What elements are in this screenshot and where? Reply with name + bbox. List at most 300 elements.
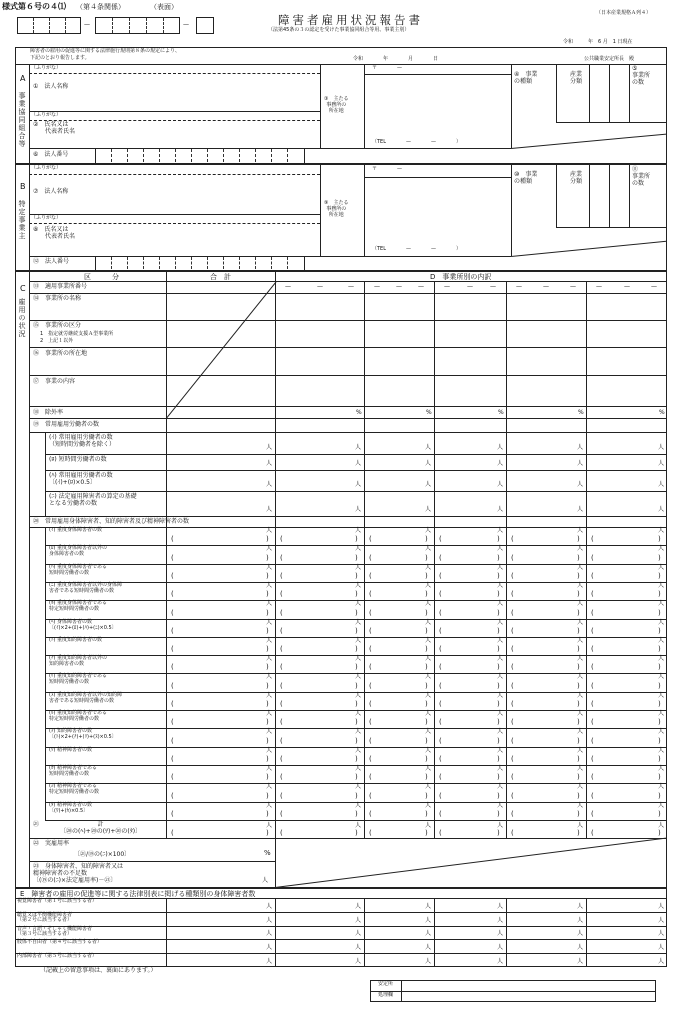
disabled-workers-unit: 人 <box>577 527 584 534</box>
paren-close: ) <box>658 737 661 745</box>
paren-open: ( <box>171 755 174 763</box>
paren-open: ( <box>280 737 283 745</box>
paren-open: ( <box>591 682 594 690</box>
paren-close: ) <box>425 755 428 763</box>
disabled-workers-unit: 人 <box>266 692 273 699</box>
section-e-unit: 人 <box>266 903 273 910</box>
a-furigana-2: （ふりがな） <box>31 112 62 118</box>
paren-close: ) <box>658 572 661 580</box>
section-c-label: 雇用の状況 <box>18 298 27 338</box>
regular-workers-unit: 人 <box>497 460 504 467</box>
office-number-dash: — <box>596 283 602 290</box>
row-divider <box>45 454 667 455</box>
paren-open: ( <box>439 572 442 580</box>
paren-close: ) <box>266 737 269 745</box>
paren-open: ( <box>369 700 372 708</box>
paren-open: ( <box>280 829 283 837</box>
paren-close: ) <box>355 737 358 745</box>
disabled-workers-unit: 人 <box>266 747 273 754</box>
disabled-workers-unit: 人 <box>577 765 584 772</box>
form-article: （第４条関係） <box>76 3 125 11</box>
paren-close: ) <box>658 645 661 653</box>
paren-open: ( <box>369 718 372 726</box>
paren-close: ) <box>425 590 428 598</box>
paren-close: ) <box>425 718 428 726</box>
regular-workers-unit: 人 <box>577 481 584 488</box>
paren-close: ) <box>266 792 269 800</box>
regular-workers-item-label: (ﾊ) 常用雇用労働者の数 〔(ｲ)+(ﾛ)×0.5〕 <box>49 472 113 486</box>
paren-close: ) <box>355 718 358 726</box>
paren-close: ) <box>355 554 358 562</box>
section-a-letter: A <box>20 74 26 83</box>
paren-close: ) <box>425 700 428 708</box>
paren-close: ) <box>355 810 358 818</box>
paren-open: ( <box>511 572 514 580</box>
paren-close: ) <box>266 609 269 617</box>
disabled-workers-unit: 人 <box>658 802 665 809</box>
paren-close: ) <box>266 773 269 781</box>
disabled-workers-unit: 人 <box>658 564 665 571</box>
paren-open: ( <box>511 773 514 781</box>
paren-open: ( <box>591 755 594 763</box>
paren-close: ) <box>425 792 428 800</box>
disabled-workers-unit: 人 <box>497 582 504 589</box>
office-number-dash: — <box>467 283 473 290</box>
paren-close: ) <box>425 572 428 580</box>
disabled-workers-unit: 人 <box>425 582 432 589</box>
disabled-workers-item-label: (ﾇ) 重度知的障害者以外の知的障 害者である短時間労働者の数 <box>49 692 122 704</box>
disabled-workers-unit: 人 <box>577 673 584 680</box>
regular-workers-item-label: (ﾛ) 短時間労働者の数 <box>49 456 107 463</box>
paren-open: ( <box>369 554 372 562</box>
paren-open: ( <box>591 535 594 543</box>
paren-close: ) <box>266 755 269 763</box>
disabled-workers-item-label: (ﾎ) 重度身体障害者である 特定短時間労働者の数 <box>49 600 107 612</box>
paren-close: ) <box>577 682 580 690</box>
paren-close: ) <box>497 663 500 671</box>
office-number-dash: — <box>374 283 380 290</box>
paren-close: ) <box>497 829 500 837</box>
b-postal[interactable]: 〒 — <box>372 166 403 172</box>
row-office-type-label: ⑮ 事業所の区分 <box>33 322 82 329</box>
paren-close: ) <box>497 792 500 800</box>
disabled-workers-unit: 人 <box>577 728 584 735</box>
paren-open: ( <box>511 792 514 800</box>
paren-close: ) <box>577 810 580 818</box>
a-rep-name-label: ② 氏名又は 代表者氏名 <box>33 121 76 135</box>
paren-open: ( <box>369 609 372 617</box>
section-e-unit: 人 <box>355 903 362 910</box>
disabled-workers-item-label: (ﾜ) 精神障害者の数 <box>49 747 92 753</box>
disabled-workers-unit: 人 <box>355 802 362 809</box>
regular-workers-unit: 人 <box>658 506 665 513</box>
a-corp-name-label: ① 法人名称 <box>33 83 69 90</box>
paren-close: ) <box>266 627 269 635</box>
b-offices-count-label: ⑪ 事業所 の数 <box>632 166 651 187</box>
paren-close: ) <box>266 718 269 726</box>
disabled-workers-unit: 人 <box>497 655 504 662</box>
a-tel[interactable]: （TEL — — ） <box>372 139 462 145</box>
paren-open: ( <box>591 700 594 708</box>
disabled-workers-unit: 人 <box>658 545 665 552</box>
regular-workers-unit: 人 <box>425 481 432 488</box>
paren-open: ( <box>171 682 174 690</box>
disabled-workers-unit: 人 <box>266 564 273 571</box>
regular-workers-unit: 人 <box>266 444 273 451</box>
office-number-dash: — <box>490 283 496 290</box>
disabled-workers-unit: 人 <box>658 673 665 680</box>
section-e-row-label: 視覚障害者（第１号に該当する者） <box>17 898 98 904</box>
paren-open: ( <box>171 700 174 708</box>
disabled-workers-unit: 人 <box>497 728 504 735</box>
paren-close: ) <box>497 737 500 745</box>
paren-close: ) <box>577 773 580 781</box>
row-business-label: ⑰ 事業の内容 <box>33 378 76 385</box>
paren-close: ) <box>658 700 661 708</box>
paren-open: ( <box>171 590 174 598</box>
paren-open: ( <box>280 700 283 708</box>
total-unit: 人 <box>497 822 504 829</box>
paren-open: ( <box>369 810 372 818</box>
footer-note: （記載上の留意事項は、裏面にあります。） <box>40 967 157 974</box>
disabled-workers-unit: 人 <box>266 545 273 552</box>
a-industry-label: ④ 事業 の種類 <box>514 71 538 85</box>
paren-close: ) <box>497 700 500 708</box>
paren-open: ( <box>171 810 174 818</box>
paren-close: ) <box>577 627 580 635</box>
disabled-workers-unit: 人 <box>266 655 273 662</box>
paren-open: ( <box>591 737 594 745</box>
col-header-total: 合 計 <box>210 273 231 281</box>
paren-open: ( <box>591 590 594 598</box>
disabled-workers-unit: 人 <box>497 765 504 772</box>
row-shortage-label: ㉓ 身体障害者、知的障害者又は 精神障害者の不足数 〔(⑲の(ﾆ)×法定雇用率)－㉑〕 <box>33 863 124 884</box>
office-number-dash: — <box>396 283 402 290</box>
b-furigana-2: （ふりがな） <box>31 215 62 221</box>
disabled-workers-unit: 人 <box>355 728 362 735</box>
disabled-workers-unit: 人 <box>577 564 584 571</box>
section-e-unit: 人 <box>658 917 665 924</box>
disabled-workers-unit: 人 <box>658 765 665 772</box>
paren-open: ( <box>439 700 442 708</box>
paren-open: ( <box>369 792 372 800</box>
paren-open: ( <box>511 590 514 598</box>
paren-open: ( <box>511 810 514 818</box>
paren-close: ) <box>355 572 358 580</box>
regular-workers-unit: 人 <box>497 481 504 488</box>
paren-open: ( <box>280 755 283 763</box>
paren-open: ( <box>439 609 442 617</box>
paren-open: ( <box>439 792 442 800</box>
regular-workers-unit: 人 <box>425 444 432 451</box>
paren-open: ( <box>369 829 372 837</box>
b-industry-label: ⑩ 事業 の種類 <box>514 171 538 185</box>
paren-close: ) <box>355 755 358 763</box>
disabled-workers-unit: 人 <box>577 783 584 790</box>
disabled-workers-unit: 人 <box>355 710 362 717</box>
paren-close: ) <box>577 737 580 745</box>
disabled-workers-unit: 人 <box>425 564 432 571</box>
paren-close: ) <box>577 663 580 671</box>
row-total-label: 計 〔⑳の(ﾍ)+⑳の(ｦ)+⑳の(ﾀ)〕 <box>60 821 142 835</box>
disabled-workers-unit: 人 <box>355 747 362 754</box>
paren-close: ) <box>497 755 500 763</box>
report-as-of-date[interactable]: 令和 年 6 月 1 日現在 <box>563 39 633 45</box>
paren-close: ) <box>658 663 661 671</box>
paren-open: ( <box>439 755 442 763</box>
paren-close: ) <box>355 590 358 598</box>
disabled-workers-unit: 人 <box>266 619 273 626</box>
paren-open: ( <box>439 718 442 726</box>
a-offices-count-label: ⑤ 事業所 の数 <box>632 65 651 86</box>
paren-open: ( <box>280 682 283 690</box>
paren-open: ( <box>369 535 372 543</box>
paren-close: ) <box>355 829 358 837</box>
section-e-unit: 人 <box>355 930 362 937</box>
disabled-workers-unit: 人 <box>266 728 273 735</box>
disabled-workers-unit: 人 <box>355 545 362 552</box>
row-regular-workers-label: ⑲ 常用雇用労働者の数 <box>33 421 100 428</box>
paren-close: ) <box>497 810 500 818</box>
section-b-label: 特定事業主 <box>18 200 27 240</box>
paren-open: ( <box>171 554 174 562</box>
paren-close: ) <box>658 535 661 543</box>
paren-close: ) <box>425 554 428 562</box>
row-divider <box>45 820 667 821</box>
paren-open: ( <box>439 682 442 690</box>
section-e-unit: 人 <box>425 903 432 910</box>
paren-open: ( <box>591 718 594 726</box>
exclusion-rate-percent: % <box>659 409 665 416</box>
disabled-workers-unit: 人 <box>425 765 432 772</box>
paren-open: ( <box>591 773 594 781</box>
paren-close: ) <box>266 829 269 837</box>
paren-open: ( <box>591 627 594 635</box>
regular-workers-unit: 人 <box>355 481 362 488</box>
paren-open: ( <box>280 572 283 580</box>
section-e-row-label: 肢体不自由者（第４号に該当する者） <box>17 939 103 945</box>
disabled-workers-unit: 人 <box>425 802 432 809</box>
paren-close: ) <box>577 700 580 708</box>
disabled-workers-unit: 人 <box>425 545 432 552</box>
regular-workers-unit: 人 <box>577 506 584 513</box>
disabled-workers-unit: 人 <box>355 655 362 662</box>
paren-open: ( <box>439 554 442 562</box>
disabled-workers-unit: 人 <box>497 673 504 680</box>
disabled-workers-unit: 人 <box>425 637 432 644</box>
row-office-type-option-1[interactable]: 1 指定就労継続支援Ａ型事業所 <box>40 331 114 337</box>
disabled-workers-unit: 人 <box>497 545 504 552</box>
form-title: 障害者雇用状況報告書 <box>278 13 423 27</box>
paren-close: ) <box>658 773 661 781</box>
section-e-unit: 人 <box>425 930 432 937</box>
disabled-workers-item-label: (ﾆ) 重度身体障害者以外の身体障 害者である短時間労働者の数 <box>49 582 122 594</box>
paren-close: ) <box>577 718 580 726</box>
regular-workers-unit: 人 <box>658 481 665 488</box>
paren-close: ) <box>577 572 580 580</box>
disabled-workers-unit: 人 <box>658 710 665 717</box>
regular-workers-unit: 人 <box>266 460 273 467</box>
paren-close: ) <box>658 609 661 617</box>
paren-close: ) <box>497 572 500 580</box>
paren-close: ) <box>425 627 428 635</box>
shortage-unit: 人 <box>262 877 269 884</box>
paren-open: ( <box>511 737 514 745</box>
paren-open: ( <box>369 663 372 671</box>
paren-open: ( <box>591 810 594 818</box>
disabled-workers-unit: 人 <box>266 527 273 534</box>
b-address-label: ⑨ 主たる 事務所の 所在地 <box>324 200 349 218</box>
paren-close: ) <box>425 645 428 653</box>
disabled-workers-unit: 人 <box>355 765 362 772</box>
disabled-workers-unit: 人 <box>497 600 504 607</box>
paren-open: ( <box>591 554 594 562</box>
paren-open: ( <box>369 755 372 763</box>
regular-workers-unit: 人 <box>355 444 362 451</box>
form-side: （表面） <box>150 3 178 11</box>
regular-workers-unit: 人 <box>425 460 432 467</box>
section-e-unit: 人 <box>497 958 504 965</box>
paren-open: ( <box>439 663 442 671</box>
paren-open: ( <box>439 737 442 745</box>
disabled-workers-unit: 人 <box>425 600 432 607</box>
office-number-dash: — <box>543 283 549 290</box>
disabled-workers-item-label: (ﾖ) 精神障害者である 特定短時間労働者の数 <box>49 783 100 795</box>
paren-open: ( <box>591 829 594 837</box>
paren-open: ( <box>171 609 174 617</box>
paren-open: ( <box>171 737 174 745</box>
paren-close: ) <box>658 718 661 726</box>
paren-open: ( <box>280 645 283 653</box>
paren-open: ( <box>171 773 174 781</box>
regular-workers-unit: 人 <box>658 460 665 467</box>
disabled-workers-unit: 人 <box>497 619 504 626</box>
disabled-workers-unit: 人 <box>425 710 432 717</box>
disabled-workers-unit: 人 <box>266 765 273 772</box>
disabled-workers-unit: 人 <box>266 710 273 717</box>
disabled-workers-unit: 人 <box>658 619 665 626</box>
section-e-unit: 人 <box>497 917 504 924</box>
paren-close: ) <box>658 810 661 818</box>
paren-close: ) <box>425 682 428 690</box>
disabled-workers-unit: 人 <box>577 710 584 717</box>
paren-close: ) <box>355 627 358 635</box>
disabled-workers-unit: 人 <box>577 802 584 809</box>
paren-open: ( <box>369 682 372 690</box>
regular-workers-item-label: (ﾆ) 法定雇用障害者の算定の基礎 となる労働者の数 <box>49 493 137 507</box>
office-number-dash: — <box>570 283 576 290</box>
disabled-workers-unit: 人 <box>425 692 432 699</box>
paren-open: ( <box>511 829 514 837</box>
disabled-workers-unit: 人 <box>497 802 504 809</box>
b-rep-name-label: ⑧ 氏名又は 代表者氏名 <box>33 226 76 240</box>
section-e-row-label: 内部障害者（第５号に該当する者） <box>17 953 98 959</box>
paren-close: ) <box>497 773 500 781</box>
office-number-dash: — <box>444 283 450 290</box>
a-address-label: ③ 主たる 事務所の 所在地 <box>324 96 349 114</box>
paren-close: ) <box>577 645 580 653</box>
submission-date[interactable]: 令和 年 月 日 <box>353 56 439 62</box>
paren-close: ) <box>577 755 580 763</box>
office-number-dash: — <box>651 283 657 290</box>
row-actual-rate-formula: 〔㉑/⑲の(ﾆ)×100〕 <box>74 851 131 858</box>
paren-close: ) <box>658 755 661 763</box>
disabled-workers-unit: 人 <box>425 673 432 680</box>
paren-close: ) <box>355 609 358 617</box>
regular-workers-unit: 人 <box>658 444 665 451</box>
paren-close: ) <box>577 829 580 837</box>
disabled-workers-unit: 人 <box>497 527 504 534</box>
paren-open: ( <box>591 663 594 671</box>
paren-open: ( <box>171 829 174 837</box>
row-office-name-label: ⑭ 事業所の名称 <box>33 295 82 302</box>
row-office-type-option-2[interactable]: 2 上記１以外 <box>40 338 74 344</box>
row-office-address-label: ⑯ 事業所の所在地 <box>33 350 88 357</box>
paren-open: ( <box>171 572 174 580</box>
disabled-workers-item-label: (ﾁ) 重度知的障害者以外の 知的障害者の数 <box>49 655 107 667</box>
form-subtitle: （法第45条の３の認定を受けた事業協同組合等用、事業主別） <box>268 27 410 33</box>
exclusion-rate-percent: % <box>578 409 584 416</box>
paren-close: ) <box>425 535 428 543</box>
disabled-workers-unit: 人 <box>497 637 504 644</box>
disabled-workers-unit: 人 <box>497 564 504 571</box>
disabled-workers-unit: 人 <box>577 637 584 644</box>
paren-open: ( <box>171 535 174 543</box>
paren-open: ( <box>280 663 283 671</box>
actual-rate-percent: % <box>264 849 271 857</box>
total-unit: 人 <box>266 822 273 829</box>
row-exclusion-rate-label: ⑱ 除外率 <box>33 409 64 416</box>
col-header-kubun: 区 分 <box>84 273 119 281</box>
paren-close: ) <box>425 609 428 617</box>
paren-open: ( <box>369 773 372 781</box>
row-actual-rate-label: ㉒ 実雇用率 <box>33 840 70 847</box>
section-e-unit: 人 <box>577 944 584 951</box>
paren-close: ) <box>425 829 428 837</box>
disabled-workers-unit: 人 <box>497 692 504 699</box>
disabled-workers-item-label: (ｶ) 精神障害者である 短時間労働者の数 <box>49 765 97 777</box>
a-postal[interactable]: 〒 — <box>372 65 403 71</box>
b-tel[interactable]: （TEL — — ） <box>372 246 462 252</box>
section-b-letter: B <box>20 182 26 191</box>
disabled-workers-item-label: (ﾍ) 身体障害者の数 〔(ｲ)×2+(ﾛ)+(ﾊ)+(ﾆ)×0.5〕 <box>49 619 117 631</box>
col-header-d: D 事業所別の内訳 <box>430 273 492 281</box>
disabled-workers-unit: 人 <box>266 637 273 644</box>
section-e-unit: 人 <box>577 917 584 924</box>
disabled-workers-item-label: (ｲ) 重度身体障害者の数 <box>49 527 102 533</box>
paren-open: ( <box>511 645 514 653</box>
paren-open: ( <box>171 718 174 726</box>
section-e-unit: 人 <box>497 903 504 910</box>
paren-open: ( <box>591 572 594 580</box>
intro-text-2: 下記のとおり報告します。 <box>30 55 90 61</box>
regular-workers-unit: 人 <box>266 506 273 513</box>
paren-close: ) <box>266 590 269 598</box>
section-e-unit: 人 <box>425 958 432 965</box>
paren-open: ( <box>439 829 442 837</box>
paren-close: ) <box>658 682 661 690</box>
paren-close: ) <box>355 773 358 781</box>
disabled-workers-unit: 人 <box>658 637 665 644</box>
disabled-workers-unit: 人 <box>266 783 273 790</box>
section-e-row-label: 音声・言語・そしゃく機能障害者 （第３号に該当する者） <box>17 926 93 938</box>
disabled-workers-unit: 人 <box>355 637 362 644</box>
paren-open: ( <box>369 627 372 635</box>
regular-workers-item-label: (ｲ) 常用雇用労働者の数 （短時間労働者を除く） <box>49 434 116 448</box>
office-number-dash: — <box>285 283 291 290</box>
disabled-workers-unit: 人 <box>577 692 584 699</box>
paren-open: ( <box>511 609 514 617</box>
